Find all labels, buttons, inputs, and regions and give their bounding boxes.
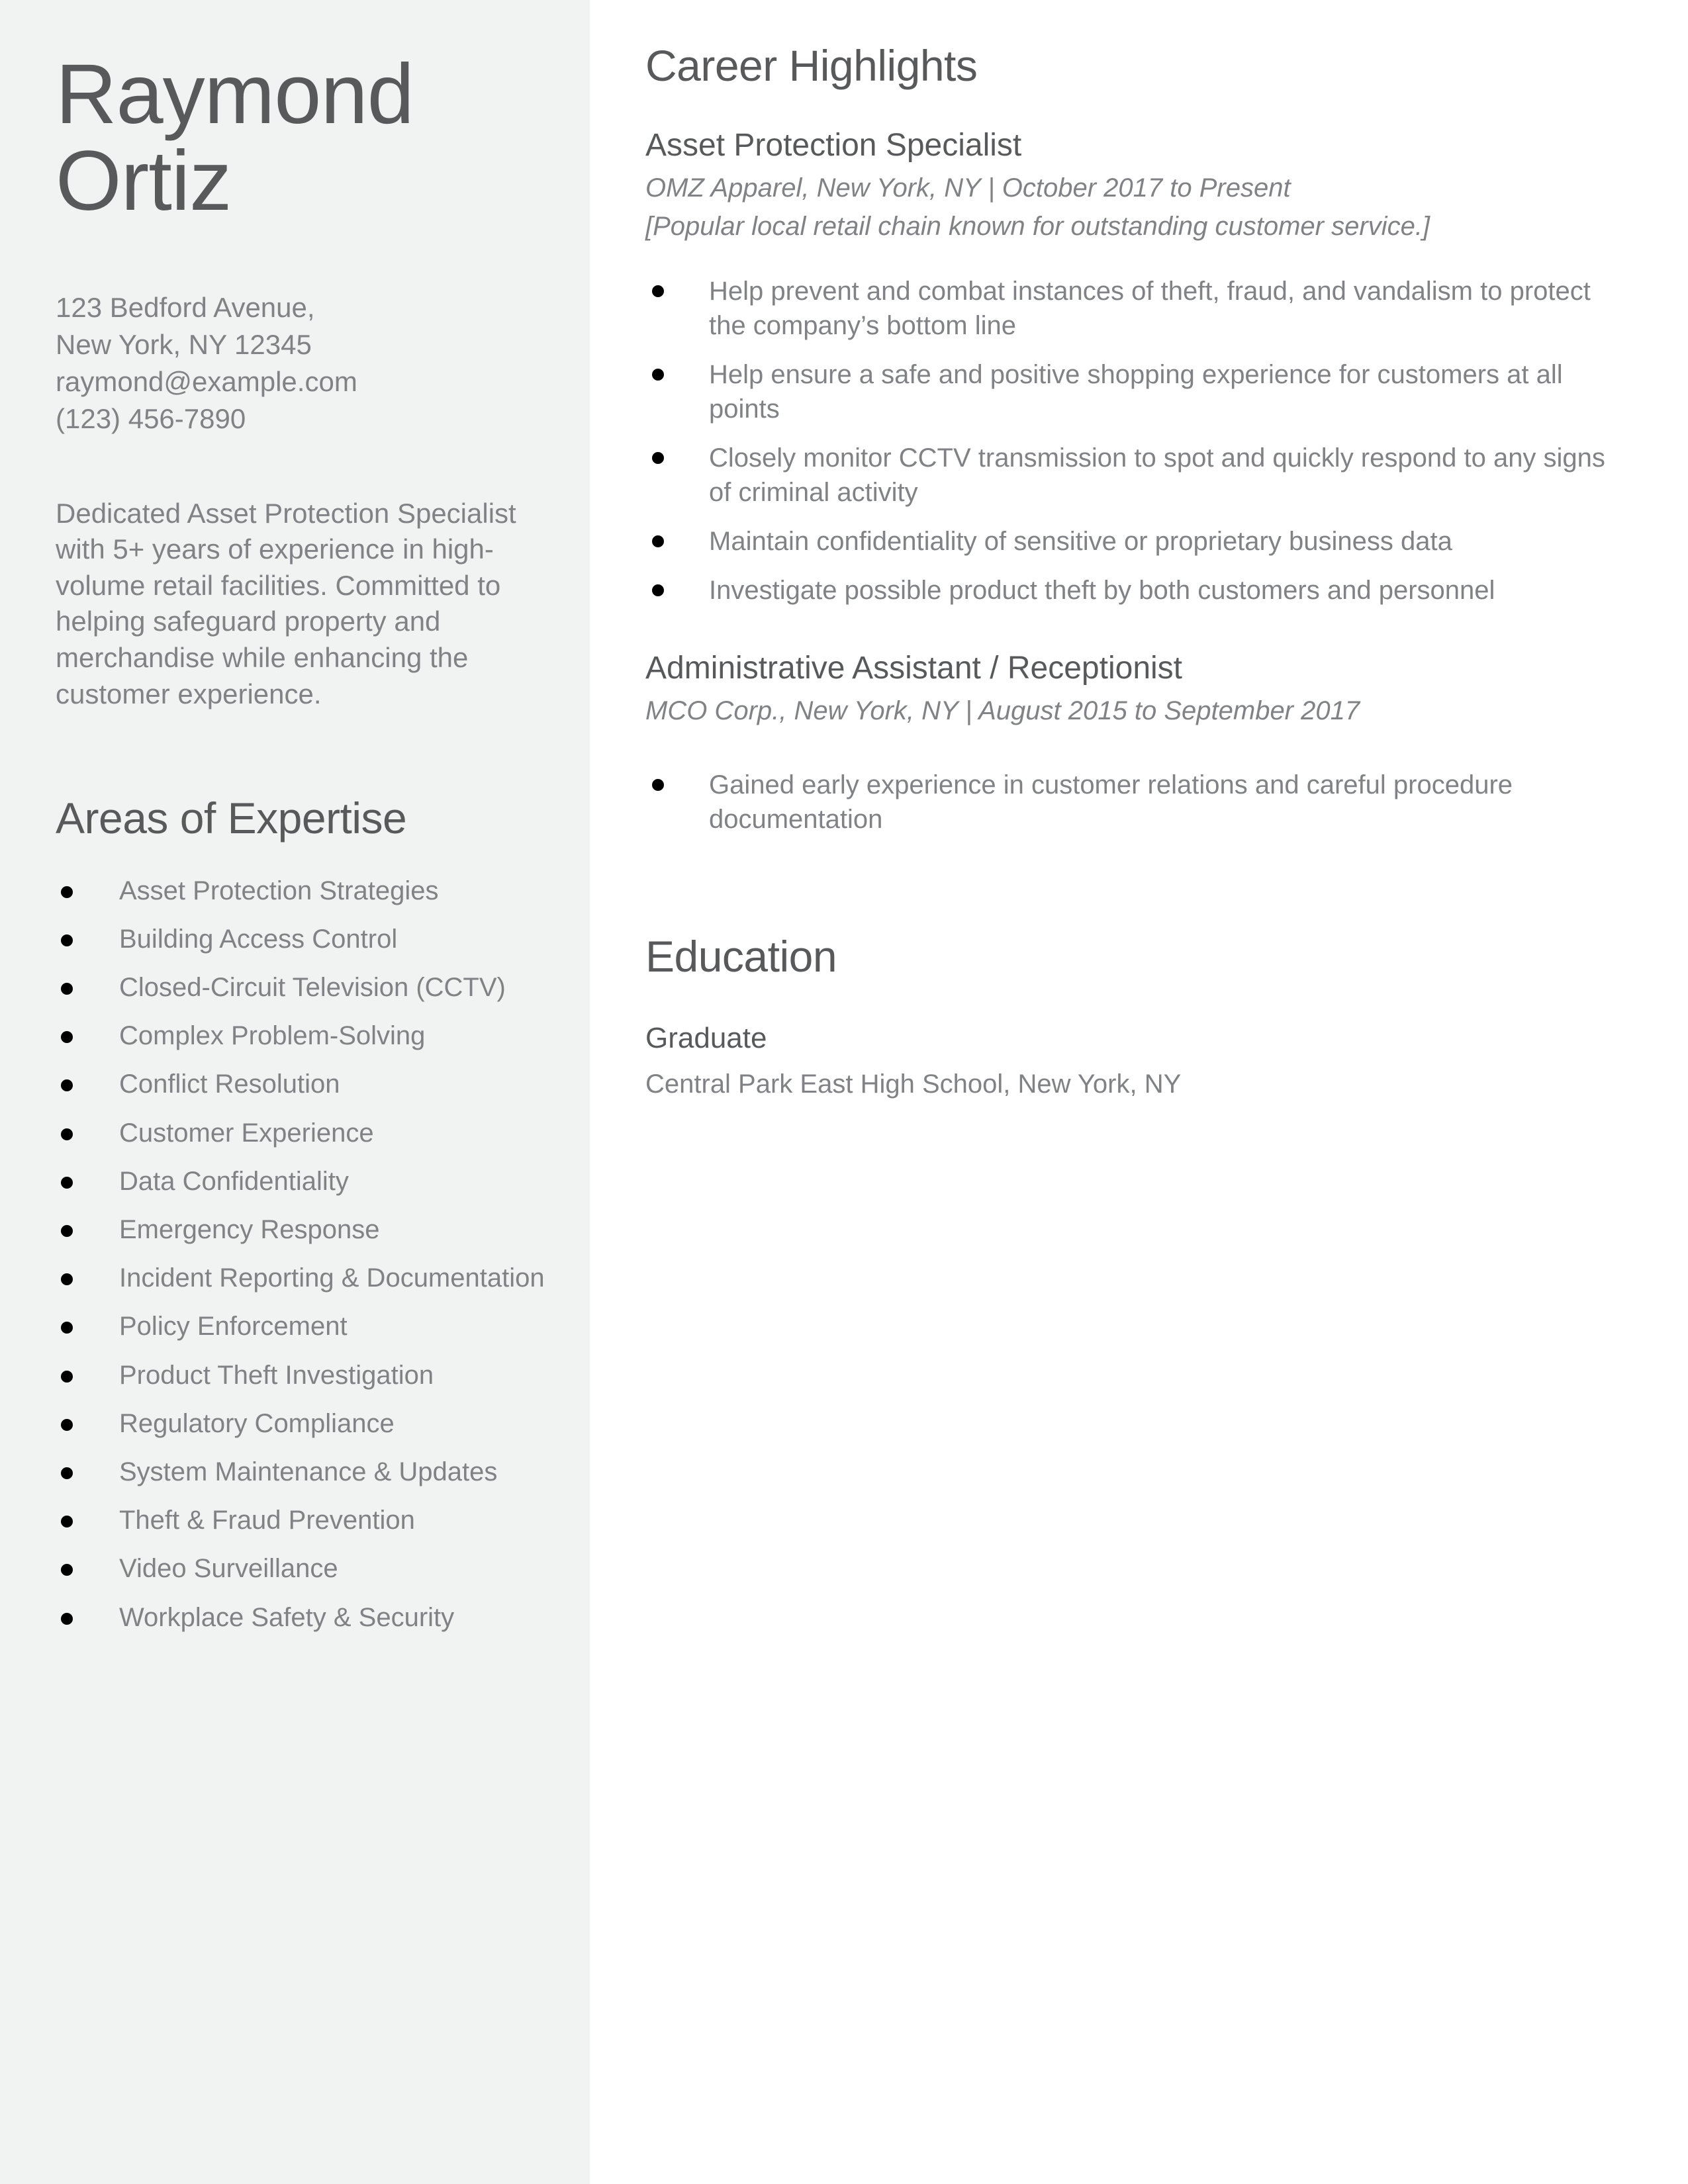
bullet-icon [652, 779, 664, 791]
bullet-icon [61, 1225, 73, 1237]
bullet-icon [61, 1128, 73, 1140]
bullet-icon [61, 1613, 73, 1625]
skill-label: Customer Experience [119, 1118, 374, 1148]
list-item [645, 274, 1605, 343]
list-item [645, 573, 1605, 608]
bullet-icon [61, 1031, 73, 1043]
skill-label: Policy Enforcement [119, 1312, 348, 1342]
list-item [56, 1408, 550, 1439]
bullet-icon [61, 1079, 73, 1091]
list-item [56, 876, 550, 907]
duty-text: Maintain confidentiality of sensitive or proprietary business data [709, 526, 1452, 556]
skill-label: Video Surveillance [119, 1554, 338, 1584]
duty-text: Help prevent and combat instances of theft, fraud, and vandalism to protect the company’s bottom line [709, 276, 1591, 340]
job-meta: MCO Corp., New York, NY | August 2015 to September 2017 [645, 696, 1360, 725]
skill-label: Data Confidentiality [119, 1166, 349, 1196]
bullet-icon [652, 369, 664, 381]
bullet-icon [652, 535, 664, 547]
list-item [56, 972, 550, 1003]
bullet-icon [61, 1467, 73, 1479]
job-meta: OMZ Apparel, New York, NY | October 2017 to Present [645, 173, 1291, 203]
bullet-icon [61, 886, 73, 898]
job-entry [645, 649, 1605, 837]
list-item [56, 1602, 550, 1633]
bullet-icon [61, 934, 73, 946]
list-item [56, 1263, 550, 1294]
duty-text: Investigate possible product theft by both customers and personnel [709, 575, 1495, 605]
career-highlights-heading: Career Highlights [645, 41, 978, 90]
candidate-last-name: Ortiz [56, 133, 232, 228]
skill-label: Regulatory Compliance [119, 1408, 395, 1438]
contact-city-state-zip: New York, NY 12345 [56, 328, 312, 360]
sidebar-content [0, 0, 590, 1633]
skill-label: Emergency Response [119, 1215, 380, 1244]
list-item [56, 1505, 550, 1536]
job-duties-list [645, 274, 1605, 608]
skill-label: Complex Problem-Solving [119, 1021, 426, 1051]
skill-label: Building Access Control [119, 924, 398, 954]
contact-block [56, 289, 550, 437]
education-entry [645, 1019, 1605, 1102]
list-item [56, 1360, 550, 1391]
job-note: [Popular local retail chain known for outstanding customer service.] [645, 211, 1430, 241]
contact-email[interactable]: raymond@example.com [56, 365, 357, 397]
bullet-icon [652, 285, 664, 297]
skill-label: System Maintenance & Updates [119, 1457, 498, 1486]
education-school: Central Park East High School, New York, NY [645, 1069, 1182, 1099]
education-degree: Graduate [645, 1021, 767, 1054]
skill-label: Workplace Safety & Security [119, 1602, 455, 1632]
job-title: Asset Protection Specialist [645, 127, 1022, 163]
list-item [56, 1311, 550, 1342]
professional-summary: Dedicated Asset Protection Specialist with 5+ years of experience in high-volume retail facilities. Committed to helping safeguard property and merchandise while enhancing the customer experience. [56, 497, 516, 709]
list-item [56, 1553, 550, 1584]
list-item [56, 1069, 550, 1100]
duty-text: Gained early experience in customer relations and careful procedure documentation [709, 770, 1513, 834]
list-item [56, 1214, 550, 1246]
bullet-icon [61, 1322, 73, 1334]
skill-label: Incident Reporting & Documentation [119, 1263, 545, 1293]
main-column [645, 0, 1605, 1102]
job-entry [645, 126, 1605, 608]
list-item [56, 1457, 550, 1488]
education-heading: Education [645, 931, 837, 981]
list-item [56, 1021, 550, 1052]
skill-label: Closed-Circuit Television (CCTV) [119, 973, 506, 1003]
areas-of-expertise-list [56, 876, 550, 1633]
candidate-name [56, 47, 550, 228]
list-item [645, 441, 1605, 510]
skill-label: Asset Protection Strategies [119, 876, 439, 905]
bullet-icon [61, 1371, 73, 1383]
list-item [645, 768, 1605, 837]
list-item [645, 524, 1605, 559]
sidebar [0, 0, 590, 2184]
areas-of-expertise-heading: Areas of Expertise [56, 794, 407, 843]
job-title: Administrative Assistant / Receptionist [645, 650, 1183, 686]
contact-phone[interactable]: (123) 456-7890 [56, 402, 246, 434]
contact-street: 123 Bedford Avenue, [56, 292, 315, 324]
list-item [56, 924, 550, 955]
bullet-icon [61, 1273, 73, 1285]
bullet-icon [652, 584, 664, 596]
bullet-icon [61, 1516, 73, 1527]
skill-label: Product Theft Investigation [119, 1360, 434, 1390]
job-duties-list [645, 768, 1605, 837]
list-item [56, 1118, 550, 1149]
bullet-icon [61, 1419, 73, 1431]
bullet-icon [652, 452, 664, 464]
candidate-first-name: Raymond [56, 47, 414, 142]
duty-text: Closely monitor CCTV transmission to spot and quickly respond to any signs of criminal activity [709, 443, 1605, 507]
bullet-icon [61, 983, 73, 995]
skill-label: Conflict Resolution [119, 1069, 340, 1099]
list-item [56, 1166, 550, 1197]
duty-text: Help ensure a safe and positive shopping experience for customers at all points [709, 359, 1563, 424]
skill-label: Theft & Fraud Prevention [119, 1506, 415, 1535]
bullet-icon [61, 1564, 73, 1576]
list-item [645, 357, 1605, 426]
bullet-icon [61, 1177, 73, 1189]
